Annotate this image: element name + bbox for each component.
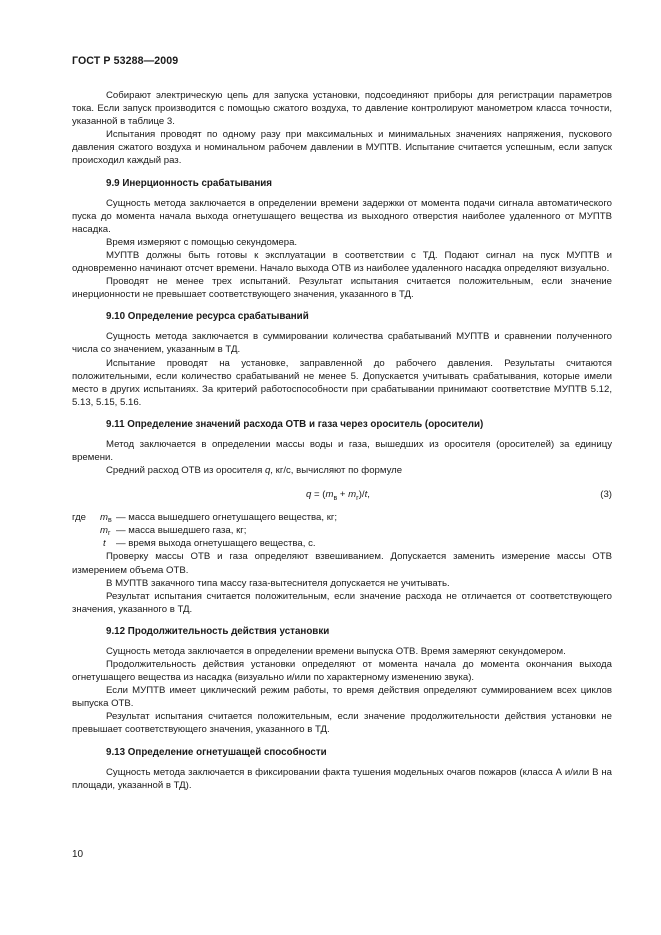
paragraph: Проводят не менее трех испытаний. Результат испытания считается положительным, если значение инерционности не превышает соответствующего значения, указанного в ТД. xyxy=(72,276,612,301)
paragraph xyxy=(72,464,612,477)
legend-symbol-main: m xyxy=(100,512,108,524)
legend-symbol-main: m xyxy=(100,525,108,537)
formula-var: q xyxy=(306,489,312,501)
legend-text: — масса вышедшего огнетушащего вещества, кг; xyxy=(116,512,338,524)
paragraph: МУПТВ должны быть готовы к эксплуатации в соответствии с ТД. Подают сигнал на пуск МУПТВ и одновременно начинают отсчет времени. Начало выхода ОТВ из наиболее удаленного насадка определяют визуально. xyxy=(72,249,612,275)
section-heading-9-9: 9.9 Инерционность срабатывания xyxy=(106,177,272,189)
legend-text: — время выхода огнетушащего вещества, с. xyxy=(116,538,316,550)
formula-3 xyxy=(72,481,612,509)
formula-sub: г xyxy=(356,495,359,503)
formula-sub: в xyxy=(333,495,338,503)
paragraph: Сущность метода заключается в фиксировании факта тушения модельных очагов пожаров (класса А и/или В на площади, указанной в ТД). xyxy=(72,766,612,791)
paragraph: Собирают электрическую цепь для запуска установки, подсоединяют приборы для регистрации параметров тока. Если запуск производится с помощью сжатого воздуха, то давление контролируют манометром класса точности, указанной в таблице 3. xyxy=(72,90,612,128)
formula-var: t xyxy=(364,489,368,501)
formula-expression xyxy=(306,488,370,505)
legend-row xyxy=(72,537,612,550)
formula-op: , xyxy=(367,489,370,501)
formula-op: )/ xyxy=(358,489,365,501)
formula-op: = ( xyxy=(311,489,326,501)
paragraph: Результат испытания считается положительным, если значение расхода не отличается от соответствующего значения, указанного в ТД. xyxy=(72,590,612,615)
formula-var: m xyxy=(325,489,334,501)
legend-text: — масса вышедшего газа, кг; xyxy=(116,525,247,537)
section-heading-9-12: 9.12 Продолжительность действия установки xyxy=(106,625,330,637)
paragraph: Сущность метода заключается в определении времени выпуска ОТВ. Время замеряют секундомером. xyxy=(106,645,566,657)
paragraph: Метод заключается в определении массы воды и газа, вышедших из оросителя (оросителей) за единицу времени. xyxy=(72,438,612,463)
paragraph: Если МУПТВ имеет циклический режим работы, то время действия определяют суммированием всех циклов выпуска ОТВ. xyxy=(72,685,612,710)
formula-var: m xyxy=(348,489,357,501)
legend-row xyxy=(72,511,612,524)
paragraph: Продолжительность действия установки определяют от момента начала до момента окончания выхода огнетушащего вещества из насадка (визуально и/или по характерному изменению звука). xyxy=(72,659,612,684)
standard-header: ГОСТ Р 53288—2009 xyxy=(72,55,179,67)
paragraph: Испытания проводят по одному разу при максимальных и минимальных значениях напряжения, пускового давления сжатого воздуха и номинальном рабочем давлении в МУПТВ. Испытание считается успешным, если запуск происходил каждый раз. xyxy=(72,129,612,167)
section-heading-9-13: 9.13 Определение огнетушащей способности xyxy=(106,746,327,758)
legend-label: где xyxy=(72,512,87,524)
legend-symbol-sub: в xyxy=(108,517,112,525)
paragraph: Проверку массы ОТВ и газа определяют взвешиванием. Допускается заменить измерение массы ОТВ измерением объема ОТВ. xyxy=(72,551,612,576)
section-heading-9-10: 9.10 Определение ресурса срабатываний xyxy=(106,311,309,323)
section-heading-9-11: 9.11 Определение значений расхода ОТВ и газа через ороситель (оросители) xyxy=(106,418,484,430)
paragraph-part: , кг/с, вычисляют по формуле xyxy=(270,465,403,477)
paragraph-part: Средний расход ОТВ из оросителя xyxy=(106,465,265,477)
variable-q: q xyxy=(264,465,271,477)
formula-legend xyxy=(72,511,612,550)
legend-row xyxy=(72,524,612,537)
document-body xyxy=(72,89,612,792)
paragraph: Время измеряют с помощью секундомера. xyxy=(106,236,298,248)
page-number: 10 xyxy=(72,849,84,860)
paragraph: Результат испытания считается положительным, если значение продолжительности действия установки не превышает соответствующего значения, указанного в ТД. xyxy=(72,711,612,736)
legend-symbol-sub: г xyxy=(108,530,111,538)
legend-symbol-main: t xyxy=(103,538,106,550)
formula-number: (3) xyxy=(600,489,612,501)
paragraph: Сущность метода заключается в определении времени задержки от момента подачи сигнала автоматического пуска до момента начала выхода огнетушащего вещества из выходного отверстия наиболее удаленного от МУПТВ насадка. xyxy=(72,197,612,235)
formula-op: + xyxy=(337,489,349,501)
legend-symbol xyxy=(103,537,106,553)
paragraph: Сущность метода заключается в суммировании количества срабатываний МУПТВ и сравнении полученного числа со значением, указанным в ТД. xyxy=(72,331,612,356)
paragraph: Испытание проводят на установке, заправленной до рабочего давления. Результаты считаются положительными, если количество срабатываний не менее 5. Допускается учитывать срабатывания, которые имели место в других испытаниях. За критерий работоспособности при срабатывании принимают соответствие МУПТВ 5.12, 5.13, 5.15, 5.16. xyxy=(72,357,612,408)
paragraph: В МУПТВ закачного типа массу газа-вытеснителя допускается не учитывать. xyxy=(106,577,450,589)
